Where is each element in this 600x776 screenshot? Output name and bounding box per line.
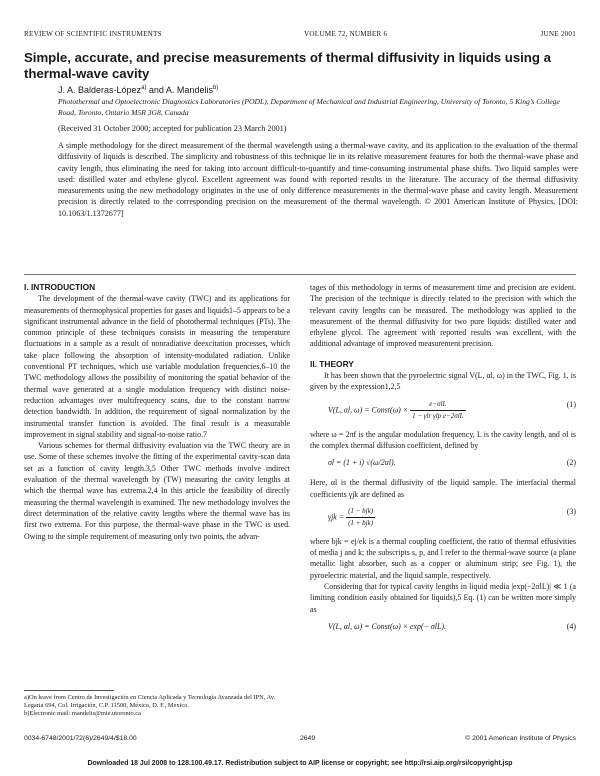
footnotes	[24, 694, 290, 719]
page-number: 2649	[300, 735, 316, 742]
author-second-mark: b)	[212, 85, 219, 91]
running-header	[24, 30, 576, 42]
abstract	[58, 140, 578, 219]
equation-3-left: γjk =	[328, 512, 345, 522]
equation-4	[310, 621, 576, 635]
equation-2-label: (2)	[566, 458, 576, 468]
equation-1-left: V(L, αl, ω) = Const(ω) ×	[328, 405, 409, 415]
article-title: Simple, accurate, and precise measurements of thermal diffusivity in liquids using a thermal-wave cavity	[24, 50, 551, 81]
equation-3-denominator: (1 + bjk)	[348, 519, 374, 528]
section-heading-introduction: I. INTRODUCTION	[24, 282, 96, 292]
equation-1-denominator: 1 − γlr γlp e−2σlL	[412, 411, 464, 420]
author-first: J. A. Balderas-López	[58, 85, 142, 95]
footnote-a: a)On leave from Centro de Investigación en Ciencia Aplicada y Tecnología Avanzada del IPN, Av. Legaria 694, Col. Irrigación, C.P. 11500, México, D. F., Mexico.	[24, 694, 276, 710]
equation-4-body: V(L, αl, ω) = Const(ω) × exp(− σlL).	[328, 621, 446, 631]
volume-number: VOLUME 72, NUMBER 6	[304, 30, 388, 38]
equation-3-label: (3)	[566, 506, 576, 516]
author-first-mark: a)	[141, 85, 147, 91]
issn-code: 0034-6748/2001/72(6)/2649/4/$18.00	[24, 735, 137, 742]
equation-1-label: (1)	[566, 399, 576, 409]
equation-3-numerator: (1 − bjk)	[346, 506, 375, 518]
equation-2-body: σl = (1 + i) √(ω/2αl).	[328, 458, 396, 468]
abstract-text: A simple methodology for the direct measurement of the thermal wavelength using a thermal-wave cavity, and its application to the evaluation of the thermal diffusivity of liquids is described. The simplicity and robustness of this technique lie in its relative measurement features for both the thermal-wave phase and cavity length, thus eliminating the need for taking into account difficult-to-quantify and time-consuming instrumental phase shifts. Two liquid samples were used: distilled water and ethylene glycol. Excellent agreement was found with reported results in the literature. The accuracy of the thermal diffusivity measurements using the new methodology originates in the use of only difference measurements in the thermal-wave phase and cavity length. Measurement precision is directly related to the corresponding precision on the measurement of the thermal wavelength. © 2001 American Institute of Physics. [DOI: 10.1063/1.1372677]	[58, 141, 578, 218]
author-second: and A. Mandelis	[146, 85, 213, 95]
theory-paragraph-2: where ω = 2πf is the angular modulation frequency, L is the cavity length, and σl is the complex thermal diffusion coefficient, defined by	[310, 429, 576, 450]
right-column	[310, 282, 576, 641]
theory-paragraph-3: Here, αl is the thermal diffusivity of the liquid sample. The interfacial thermal coefficients γjk are defined as	[310, 478, 576, 499]
theory-paragraph-4: where bjk = ej/ek is a thermal coupling coefficient, the ratio of thermal effusivities of media j and k; the subscripts s, p, and l refer to the thermal-wave source (a plane metallic light absorber, such as a copper or aluminum strip; see Fig. 1), the pyroelectric material, and the liquid sample, respectively.	[310, 536, 576, 580]
equation-2	[310, 457, 576, 471]
left-column	[24, 282, 290, 542]
equation-1-numerator: e−σlL	[410, 399, 465, 411]
issue-date: JUNE 2001	[540, 30, 576, 38]
theory-paragraph-5: Considering that for typical cavity lengths in liquid media |exp(−2σlL)| ≪ 1 (a limiting condition easily obtained for liquids),5 Eq. (1) can be written more simply as	[310, 582, 576, 614]
author-line	[58, 85, 218, 95]
page-footer	[24, 735, 576, 745]
equation-1	[310, 399, 576, 423]
download-notice: Downloaded 18 Jul 2008 to 128.100.49.17. Redistribution subject to AIP license or copyright; see http://rsi.aip.org/rsi/copyright.jsp	[87, 760, 513, 767]
section-heading-theory: II. THEORY	[310, 358, 354, 369]
received-dates: (Received 31 October 2000; accepted for publication 23 March 2001)	[58, 124, 287, 133]
equation-4-label: (4)	[566, 621, 576, 631]
intro-paragraph-2: Various schemes for thermal diffusivity evaluation via the TWC theory are in use. Some of these schemes involve the fitting of the experimental cavity-scan data set as a function of cavity length.3,5 Other TWC methods involve indirect evaluation of the thermal wavelength by (TW) measuring the cavity lengths at which the thermal wave has extrema.2,4 In this article the feasibility of directly measuring the thermal wavelength is examined. The new methodology involves the direct determination of the relative cavity lengths where the thermal wave has its first two extrema. For this purpose, the thermal-wave phase in the TWC is used. Owing to the simple requirement of measuring only two points, the advan-	[24, 441, 290, 541]
theory-paragraph-1: It has been shown that the pyroelectric signal V(L, αl, ω) in the TWC, Fig. 1, is given by the expression1,2,5	[310, 371, 576, 392]
equation-3-fraction	[346, 506, 375, 530]
intro-paragraph-1: The development of the thermal-wave cavity (TWC) and its applications for measurements of thermophysical properties for gases and liquids1–5 appears to be a significant instrumental advance in the field of photothermal techniques (PTs). The common principle of these techniques consists in measuring the temperature fluctuations in a sample as a result of nonradiative deexcitation processes, which take place following the absorption of intensity-modulated radiation. Unlike conventional PT techniques, which use variable modulation frequencies,6–10 the TWC methodology allows the possibility of monitoring the spatial behavior of the thermal wave generated at a single modulation frequency with distinct noise-reduction advantages over multifrequency scans, due to the constant narrow detection bandwidth. In addition, the requirement of signal normalization by the instrumental transfer function is avoided. The final result is a measurable improvement in signal stability and signal-to-noise ratio.7	[24, 294, 290, 439]
footnote-b: b)Electronic mail: mandelis@mie.utoronto.ca	[24, 710, 141, 718]
equation-3	[310, 506, 576, 530]
intro-continuation: tages of this methodology in terms of measurement time and precision are evident. The precision of the technique is directly related to the precision with which the relevant cavity lengths can be measured. The methodology was applied to the measurement of the thermal diffusivity for two pure liquids: distilled water and ethylene glycol. The agreement with reported results was excellent, with the additional advantage of improved measurement precision.	[310, 283, 576, 349]
copyright: © 2001 American Institute of Physics	[465, 735, 576, 742]
affiliation: Photothermal and Optoelectronic Diagnostics Laboratories (PODL), Department of Mechanical and Industrial Engineering, University of Toronto, 5 King’s College Road, Toronto, Ontario M5R 3G8, Canada	[58, 97, 560, 117]
equation-1-fraction	[410, 399, 465, 423]
header-divider	[24, 274, 576, 275]
journal-name: REVIEW OF SCIENTIFIC INSTRUMENTS	[24, 30, 162, 38]
footnote-divider	[24, 690, 114, 691]
